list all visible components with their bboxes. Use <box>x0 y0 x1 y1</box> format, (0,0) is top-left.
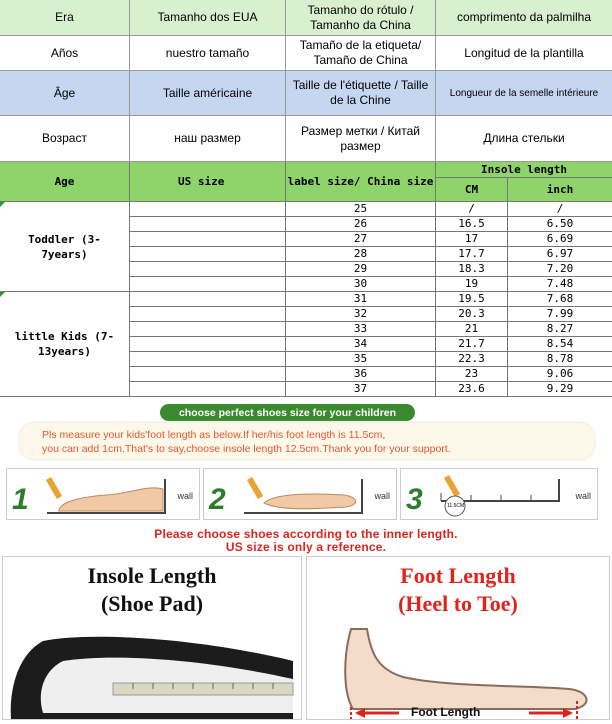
measure-note <box>20 423 594 459</box>
china-size-cell: 33 <box>286 322 436 337</box>
china-size-cell: 36 <box>286 367 436 382</box>
foot-on-ruler-icon <box>37 473 177 517</box>
insole-cm-cell: 17.7 <box>436 247 508 262</box>
ruler-value: 11.5CM <box>447 503 465 509</box>
ruler-icon <box>431 473 571 517</box>
insole-photo-icon <box>3 621 301 719</box>
insole-length-panel <box>2 556 302 720</box>
china-size-cell: 29 <box>286 262 436 277</box>
measure-step-1 <box>6 468 200 520</box>
age-group-cell: Toddler (3-7years) <box>0 202 130 292</box>
china-size-cell: 25 <box>286 202 436 217</box>
us-size-cell <box>130 322 286 337</box>
insole-cm-cell: 23.6 <box>436 382 508 397</box>
header-cell: Размер метки / Китай размер <box>286 116 436 161</box>
us-size-cell <box>130 292 286 307</box>
header-cell: наш размер <box>130 116 286 161</box>
insole-cm-cell: 18.3 <box>436 262 508 277</box>
china-size-cell: 30 <box>286 277 436 292</box>
insole-subtitle: (Shoe Pad) <box>100 591 204 616</box>
header-cell: Tamaño de la etiqueta/ Tamaño de China <box>286 36 436 70</box>
us-size-cell <box>130 232 286 247</box>
header-row-portuguese <box>0 0 612 36</box>
insole-inch-cell: 9.29 <box>508 382 612 397</box>
us-size-cell <box>130 202 286 217</box>
header-cell: Tamanho dos EUA <box>130 0 286 35</box>
us-size-cell <box>130 337 286 352</box>
wall-label: wall <box>374 491 390 501</box>
china-size-cell: 37 <box>286 382 436 397</box>
china-size-cell: 26 <box>286 217 436 232</box>
foot-length-panel <box>306 556 610 720</box>
us-size-cell <box>130 277 286 292</box>
header-cell: nuestro tamaño <box>130 36 286 70</box>
column-header-us-size: US size <box>130 162 286 202</box>
insole-inch-cell: 8.27 <box>508 322 612 337</box>
foot-subtitle: (Heel to Toe) <box>398 591 518 616</box>
header-cell: Años <box>0 36 130 70</box>
insole-cm-cell: 20.3 <box>436 307 508 322</box>
insole-inch-cell: 7.48 <box>508 277 612 292</box>
insole-cm-cell: 22.3 <box>436 352 508 367</box>
insole-inch-cell: 6.69 <box>508 232 612 247</box>
measure-note-line: you can add 1cm.That's to say,choose insole length 12.5cm.Thank you for your support. <box>42 443 451 455</box>
us-size-cell <box>130 307 286 322</box>
measure-step-3 <box>400 468 598 520</box>
us-size-cell <box>130 247 286 262</box>
step-number: 3 <box>406 483 423 516</box>
foot-outline-icon <box>307 617 609 719</box>
header-row-spanish <box>0 36 612 71</box>
china-size-cell: 28 <box>286 247 436 262</box>
header-cell: Возраст <box>0 116 130 161</box>
us-size-cell <box>130 367 286 382</box>
header-cell: Âge <box>0 71 130 115</box>
measure-step-2 <box>203 468 397 520</box>
insole-cm-cell: 19.5 <box>436 292 508 307</box>
us-size-cell <box>130 217 286 232</box>
header-row-french <box>0 71 612 116</box>
foot-length-arrow-label: Foot Length <box>411 705 481 719</box>
warning-line-1: Please choose shoes according to the inner length. <box>154 527 458 541</box>
header-cell: Longitud de la plantilla <box>464 45 584 60</box>
column-header-age: Age <box>0 162 130 202</box>
insole-cm-cell: 21.7 <box>436 337 508 352</box>
insole-cm-cell: 19 <box>436 277 508 292</box>
column-header-inch: inch <box>508 178 612 202</box>
china-size-cell: 32 <box>286 307 436 322</box>
insole-inch-cell: 8.78 <box>508 352 612 367</box>
header-cell: Longueur de la semelle intérieure <box>449 87 599 99</box>
insole-cm-cell: 21 <box>436 322 508 337</box>
insole-inch-cell: 6.50 <box>508 217 612 232</box>
column-header-label-size: label size/ China size <box>286 162 436 202</box>
step-number: 2 <box>209 483 226 516</box>
insole-inch-cell: 7.99 <box>508 307 612 322</box>
wall-label: wall <box>575 491 591 501</box>
step-number: 1 <box>12 483 29 516</box>
insole-inch-cell: 9.06 <box>508 367 612 382</box>
insole-inch-cell: 7.68 <box>508 292 612 307</box>
insole-inch-cell: 7.20 <box>508 262 612 277</box>
insole-inch-cell: / <box>508 202 612 217</box>
measure-note-line: Pls measure your kids'foot length as below.If her/his foot length is 11.5cm, <box>42 429 386 441</box>
size-guide-banner: choose perfect shoes size for your children <box>160 404 415 421</box>
column-header-cm: CM <box>436 178 508 202</box>
wall-label: wall <box>177 491 193 501</box>
insole-cm-cell: 16.5 <box>436 217 508 232</box>
size-table <box>0 162 612 402</box>
header-cell: comprimento da palmilha <box>456 10 592 24</box>
china-size-cell: 27 <box>286 232 436 247</box>
insole-title: Insole Length <box>87 563 217 588</box>
header-row-russian <box>0 116 612 162</box>
us-size-cell <box>130 352 286 367</box>
china-size-cell: 34 <box>286 337 436 352</box>
us-size-cell <box>130 262 286 277</box>
header-cell: Taille américaine <box>130 71 286 115</box>
china-size-cell: 35 <box>286 352 436 367</box>
insole-cm-cell: 23 <box>436 367 508 382</box>
cell-corner-mark <box>0 202 5 207</box>
header-cell: Era <box>0 0 130 35</box>
header-cell: Длина стельки <box>483 131 565 145</box>
column-header-insole-length: Insole length <box>436 162 612 178</box>
header-cell: Tamanho do rótulo / Tamanho da China <box>286 0 436 35</box>
insole-cm-cell: 17 <box>436 232 508 247</box>
insole-cm-cell: / <box>436 202 508 217</box>
warning-line-2: US size is only a reference. <box>225 540 387 554</box>
foot-on-ruler-icon <box>234 473 374 517</box>
us-size-cell <box>130 382 286 397</box>
cell-corner-mark <box>0 292 5 297</box>
age-group-cell: little Kids (7-13years) <box>0 292 130 397</box>
insole-inch-cell: 8.54 <box>508 337 612 352</box>
header-cell: Taille de l'étiquette / Taille de la Chine <box>286 71 436 115</box>
insole-inch-cell: 6.97 <box>508 247 612 262</box>
foot-title: Foot Length <box>400 563 516 588</box>
china-size-cell: 31 <box>286 292 436 307</box>
